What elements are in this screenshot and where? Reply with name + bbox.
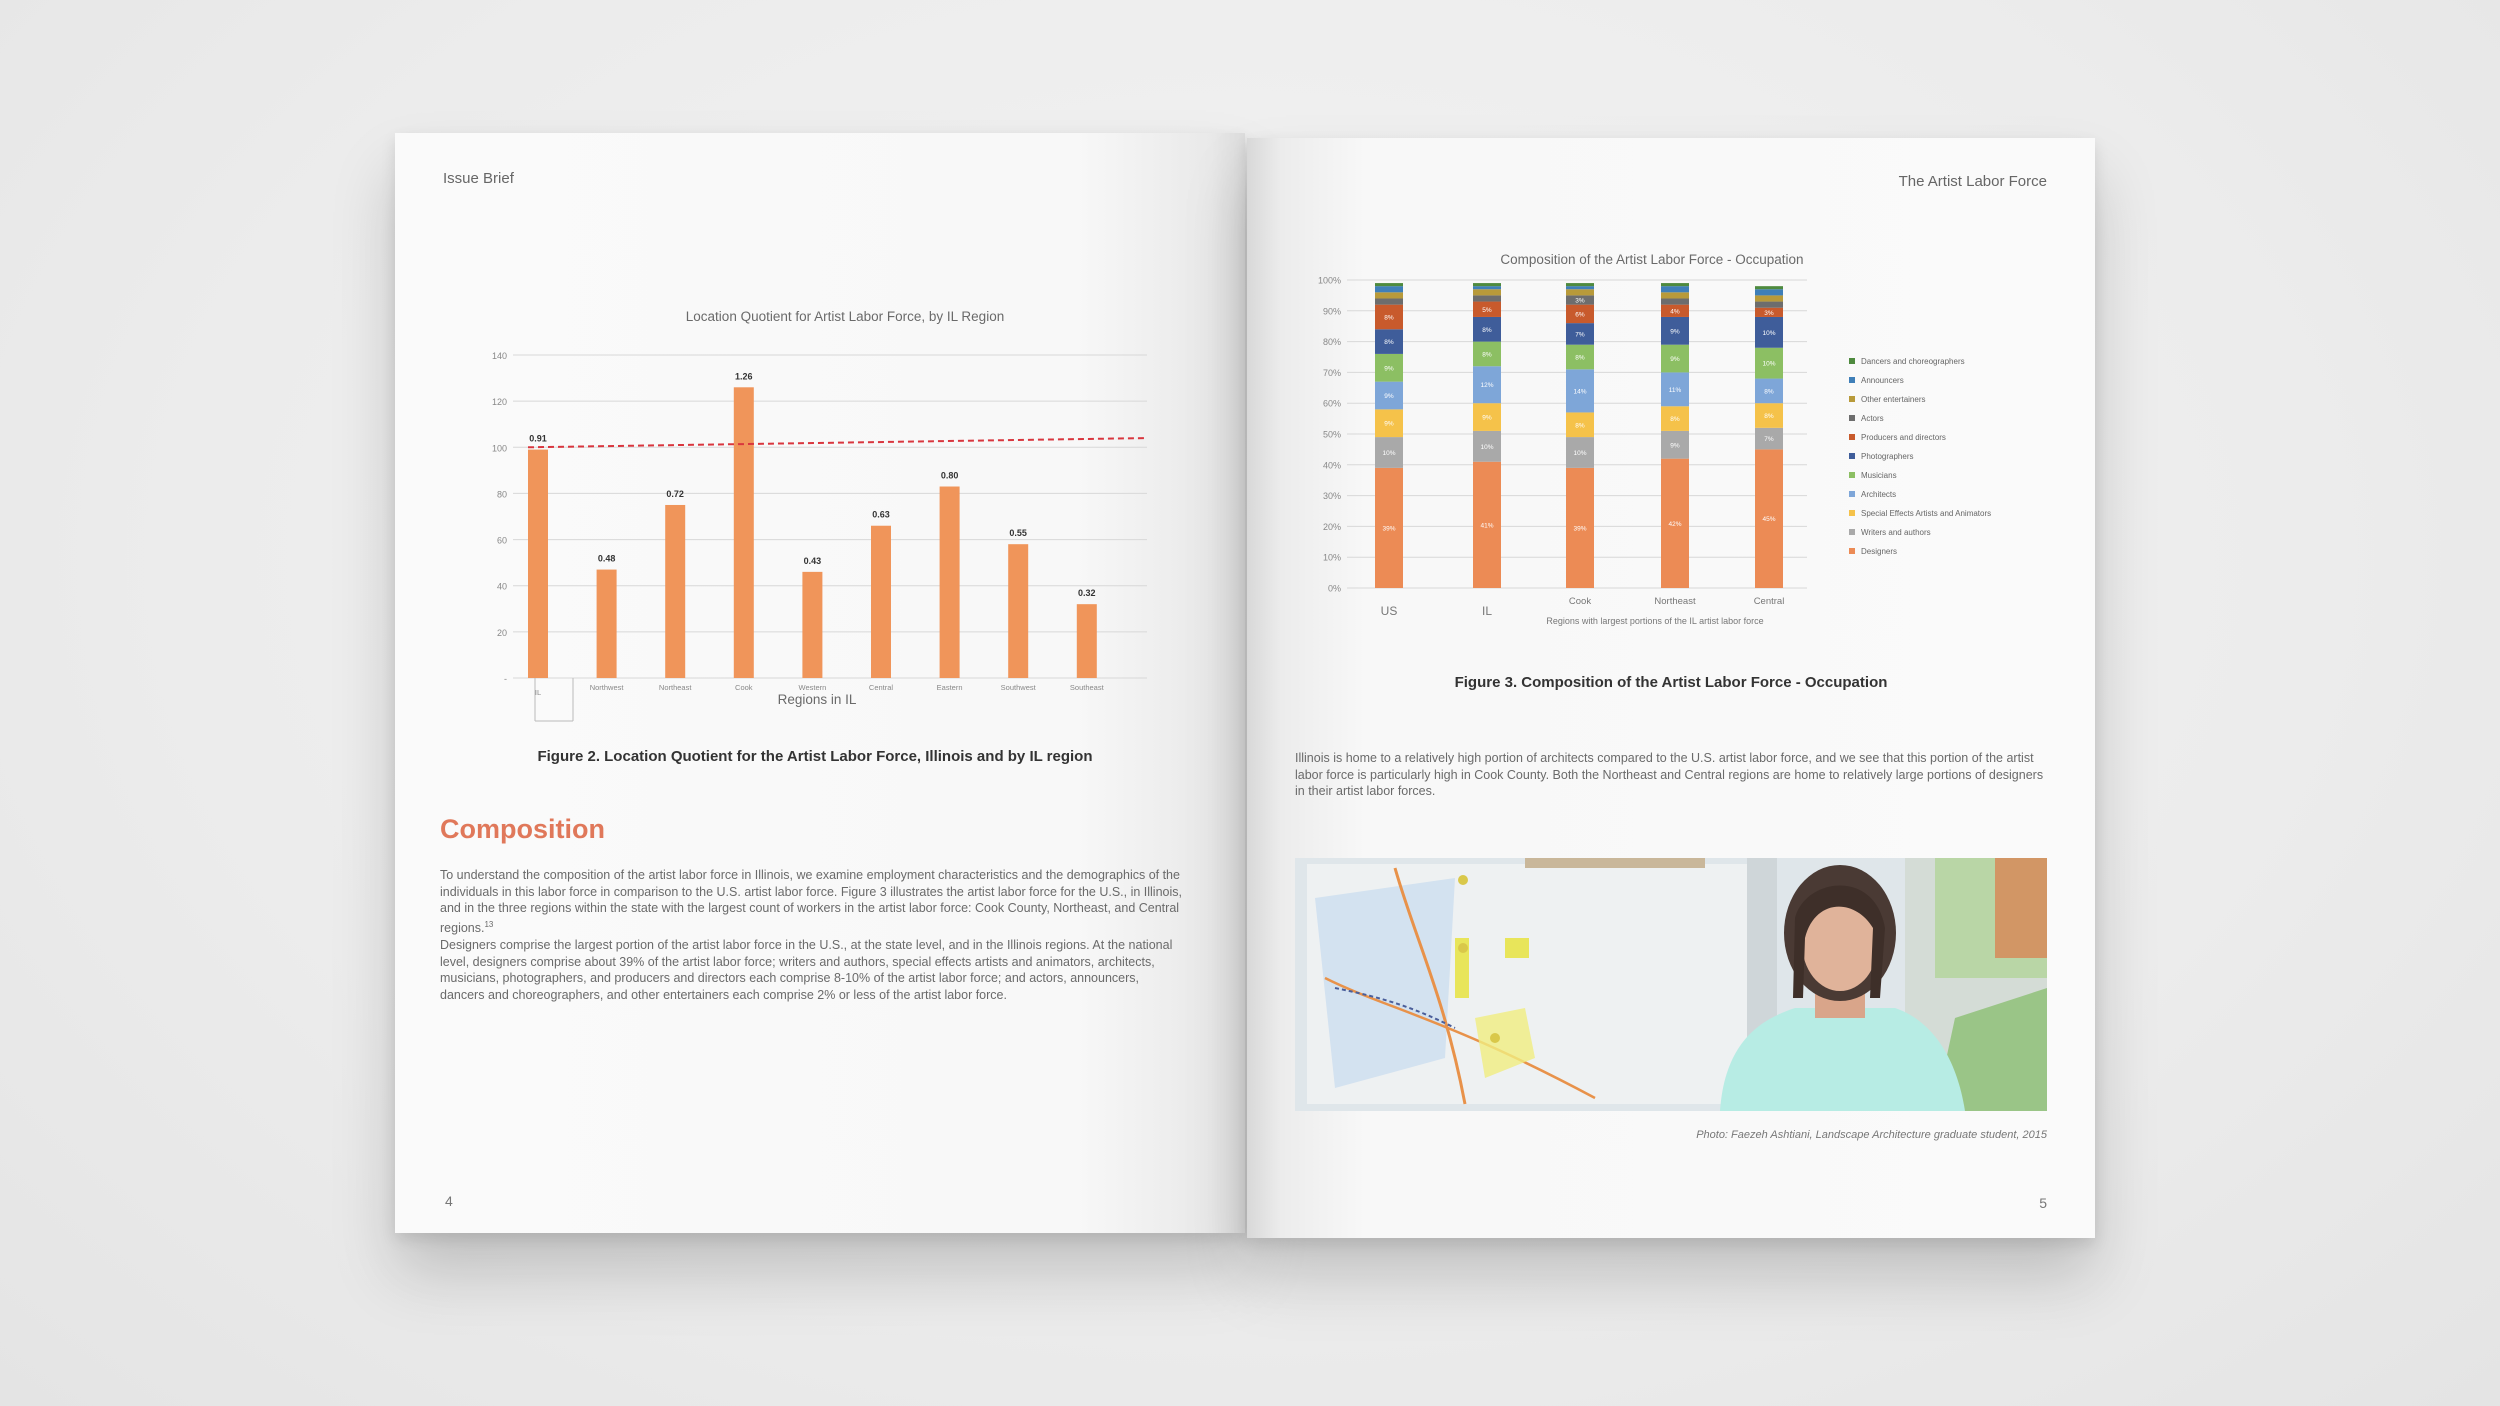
segment-label: 10% — [1382, 449, 1396, 457]
legend-label: Writers and authors — [1861, 528, 1931, 537]
segment-label: 12% — [1480, 382, 1494, 390]
occupation-composition-chart — [1247, 138, 2095, 658]
legend-label: Actors — [1861, 414, 1884, 423]
legend-label: Producers and directors — [1861, 433, 1946, 442]
data-label: 0.48 — [597, 553, 616, 564]
y-tick-label: 80% — [1322, 337, 1341, 348]
segment-other-entertainers — [1375, 292, 1403, 298]
y-tick-label: 140 — [491, 351, 507, 361]
segment-label: 9% — [1670, 442, 1680, 450]
section-heading: Composition — [440, 814, 605, 844]
chart3-xlabel: Regions with largest portions of the IL artist labor force — [1546, 616, 1764, 626]
y-tick-label: 40 — [496, 581, 507, 592]
category-label: Cook — [1568, 596, 1592, 607]
segment-label: 8% — [1575, 422, 1585, 430]
segment-other-entertainers — [1755, 295, 1783, 301]
legend-label: Architects — [1861, 490, 1897, 499]
segment-other-entertainers — [1661, 292, 1689, 298]
reference-line — [528, 438, 1147, 447]
y-tick-label: 70% — [1322, 367, 1341, 378]
segment-label: 8% — [1384, 314, 1394, 322]
segment-announcers — [1566, 286, 1594, 289]
segment-dancers-and-choreographers — [1473, 283, 1501, 286]
category-label: Southwest — [1000, 683, 1036, 692]
category-label: Central — [1753, 596, 1785, 607]
segment-label: 4% — [1670, 308, 1680, 316]
bar-northeast — [665, 505, 685, 678]
segment-label: 8% — [1670, 416, 1680, 424]
right-paragraph: Illinois is home to a relatively high portion of architects compared to the U.S. artist labor force, and we see that this portion of the artist labor force is particularly high in Cook County. Both the Northeast and Central regions are home to relatively large portions of designers in their artist labor forces. — [1295, 751, 2044, 798]
segment-label: 7% — [1575, 331, 1585, 339]
segment-announcers — [1375, 286, 1403, 292]
segment-label: 41% — [1480, 522, 1494, 530]
segment-label: 10% — [1573, 449, 1587, 457]
segment-actors — [1661, 298, 1689, 304]
category-label: Central — [868, 683, 894, 692]
segment-actors — [1375, 298, 1403, 304]
legend-swatch — [1849, 377, 1855, 383]
bar-eastern — [940, 487, 960, 678]
y-tick-label: 60% — [1322, 398, 1341, 409]
data-label: 0.43 — [803, 555, 822, 566]
bar-il — [528, 450, 548, 678]
category-label: IL — [534, 688, 542, 697]
segment-label: 14% — [1573, 388, 1587, 396]
data-label: 0.91 — [529, 433, 547, 444]
data-label: 0.80 — [940, 470, 959, 481]
photo-student-presenting — [1295, 858, 2047, 1111]
segment-label: 9% — [1482, 414, 1492, 422]
figure3-caption: Figure 3. Composition of the Artist Labor Force - Occupation — [1454, 674, 1888, 691]
y-tick-label: 10% — [1322, 552, 1341, 563]
bar-northwest — [597, 570, 617, 678]
segment-label: 8% — [1764, 413, 1774, 421]
segment-label: 9% — [1384, 420, 1394, 428]
legend-swatch — [1849, 396, 1855, 402]
segment-dancers-and-choreographers — [1566, 283, 1594, 286]
segment-announcers — [1755, 289, 1783, 295]
running-head-left: Issue Brief — [443, 170, 514, 187]
legend-swatch — [1849, 434, 1855, 440]
segment-label: 9% — [1670, 356, 1680, 364]
page-number-right: 5 — [2039, 1195, 2047, 1211]
paragraph-1 — [440, 867, 1185, 936]
right-page — [1247, 138, 2095, 1238]
y-tick-label: - — [504, 674, 507, 684]
segment-dancers-and-choreographers — [1375, 283, 1403, 286]
category-label: Southeast — [1069, 683, 1104, 692]
y-tick-label: 0% — [1327, 583, 1341, 594]
segment-label: 8% — [1482, 351, 1492, 359]
legend-label: Dancers and choreographers — [1861, 357, 1965, 366]
y-tick-label: 50% — [1322, 429, 1341, 440]
segment-label: 39% — [1573, 525, 1587, 533]
footnote-ref: 13 — [484, 919, 494, 929]
segment-label: 45% — [1762, 516, 1776, 524]
legend-label: Other entertainers — [1861, 395, 1926, 404]
photo-illustration — [1295, 858, 2047, 1111]
category-label: US — [1380, 604, 1398, 618]
y-tick-label: 120 — [491, 397, 507, 408]
segment-announcers — [1661, 286, 1689, 292]
running-head-right: The Artist Labor Force — [1898, 173, 2047, 190]
legend-swatch — [1849, 548, 1855, 554]
legend-label: Designers — [1861, 547, 1898, 556]
category-label: Northeast — [658, 683, 692, 692]
bar-cook — [734, 387, 754, 678]
left-page — [395, 133, 1245, 1233]
legend-label: Musicians — [1861, 471, 1897, 480]
category-label: Cook — [735, 683, 753, 692]
segment-announcers — [1473, 286, 1501, 289]
y-tick-label: 80 — [496, 489, 507, 500]
data-label: 1.26 — [735, 371, 753, 382]
legend-swatch — [1849, 510, 1855, 516]
segment-label: 9% — [1384, 365, 1394, 373]
y-tick-label: 30% — [1322, 491, 1341, 502]
segment-label: 10% — [1762, 329, 1776, 337]
segment-dancers-and-choreographers — [1661, 283, 1689, 286]
legend-label: Special Effects Artists and Animators — [1861, 509, 1992, 518]
segment-label: 8% — [1575, 354, 1585, 362]
segment-label: 39% — [1382, 525, 1396, 533]
segment-label: 11% — [1668, 386, 1682, 394]
legend-swatch — [1849, 472, 1855, 478]
category-label: Northwest — [589, 683, 624, 692]
segment-label: 8% — [1764, 388, 1774, 396]
legend-swatch — [1849, 453, 1855, 459]
category-label: IL — [1481, 604, 1493, 618]
paragraph-2: Designers comprise the largest portion of the artist labor force in the U.S., at the state level, and in the Illinois regions. At the national level, designers comprise about 39% of the artist labor force; writers and authors, special effects artists and animators, architects, musicians, photographers, and producers and directors each comprise 8-10% of the artist labor force; and actors, announcers, dancers and choreographers, and other entertainers each comprise 2% or less of the artist labor force. — [440, 938, 1173, 1002]
legend-label: Photographers — [1861, 452, 1914, 461]
chart2-xlabel: Regions in IL — [777, 692, 857, 707]
bar-southwest — [1008, 544, 1028, 678]
segment-label: 9% — [1384, 393, 1394, 400]
segment-label: 5% — [1482, 306, 1492, 314]
legend-label: Announcers — [1861, 376, 1904, 385]
segment-label: 8% — [1482, 326, 1492, 334]
y-tick-label: 90% — [1322, 306, 1341, 317]
segment-label: 8% — [1384, 339, 1394, 347]
segment-other-entertainers — [1473, 289, 1501, 295]
chart2-title: Location Quotient for Artist Labor Force, by IL Region — [685, 309, 1005, 324]
paragraph-1-text: To understand the composition of the artist labor force in Illinois, we examine employment characteristics and the demographics of the individuals in this labor force in comparison to the U.S. artist labor force. Figure 3 illustrates the artist labor force for the U.S., in Illinois, and in the three regions within the state with the largest count of workers in the artist labor force: Cook County, Northeast, and Central regions. — [440, 868, 1182, 935]
segment-label: 3% — [1764, 309, 1774, 317]
segment-label: 9% — [1670, 328, 1680, 336]
bar-central — [871, 526, 891, 678]
category-label: Eastern — [936, 683, 963, 692]
data-label: 0.63 — [872, 509, 890, 520]
segment-label: 3% — [1575, 297, 1585, 305]
y-tick-label: 20% — [1322, 521, 1341, 532]
data-label: 0.32 — [1078, 588, 1096, 599]
segment-label: 6% — [1575, 311, 1585, 319]
chart3-title: Composition of the Artist Labor Force - Occupation — [1500, 252, 1804, 267]
legend-swatch — [1849, 529, 1855, 535]
y-tick-label: 40% — [1322, 460, 1341, 471]
segment-label: 10% — [1762, 360, 1776, 368]
segment-actors — [1755, 302, 1783, 308]
segment-other-entertainers — [1566, 289, 1594, 295]
segment-dancers-and-choreographers — [1755, 286, 1783, 289]
legend-swatch — [1849, 358, 1855, 364]
segment-actors — [1473, 295, 1501, 301]
bar-western — [802, 572, 822, 678]
segment-label: 7% — [1764, 436, 1774, 444]
figure2-caption: Figure 2. Location Quotient for the Artist Labor Force, Illinois and by IL region — [537, 748, 1093, 765]
legend-swatch — [1849, 415, 1855, 421]
y-tick-label: 60 — [496, 535, 507, 546]
data-label: 0.72 — [666, 488, 684, 499]
segment-label: 10% — [1480, 443, 1494, 451]
y-tick-label: 100 — [491, 443, 507, 454]
y-tick-label: 100% — [1317, 275, 1341, 286]
y-tick-label: 20 — [496, 627, 507, 638]
page-number-left: 4 — [445, 1193, 453, 1209]
data-label: 0.55 — [1009, 528, 1027, 539]
legend-swatch — [1849, 491, 1855, 497]
segment-label: 42% — [1668, 520, 1682, 528]
photo-credit: Photo: Faezeh Ashtiani, Landscape Architecture graduate student, 2015 — [1696, 1129, 2047, 1141]
category-label: Western — [798, 683, 827, 692]
category-label: Northeast — [1654, 596, 1696, 607]
bar-southeast — [1077, 604, 1097, 678]
